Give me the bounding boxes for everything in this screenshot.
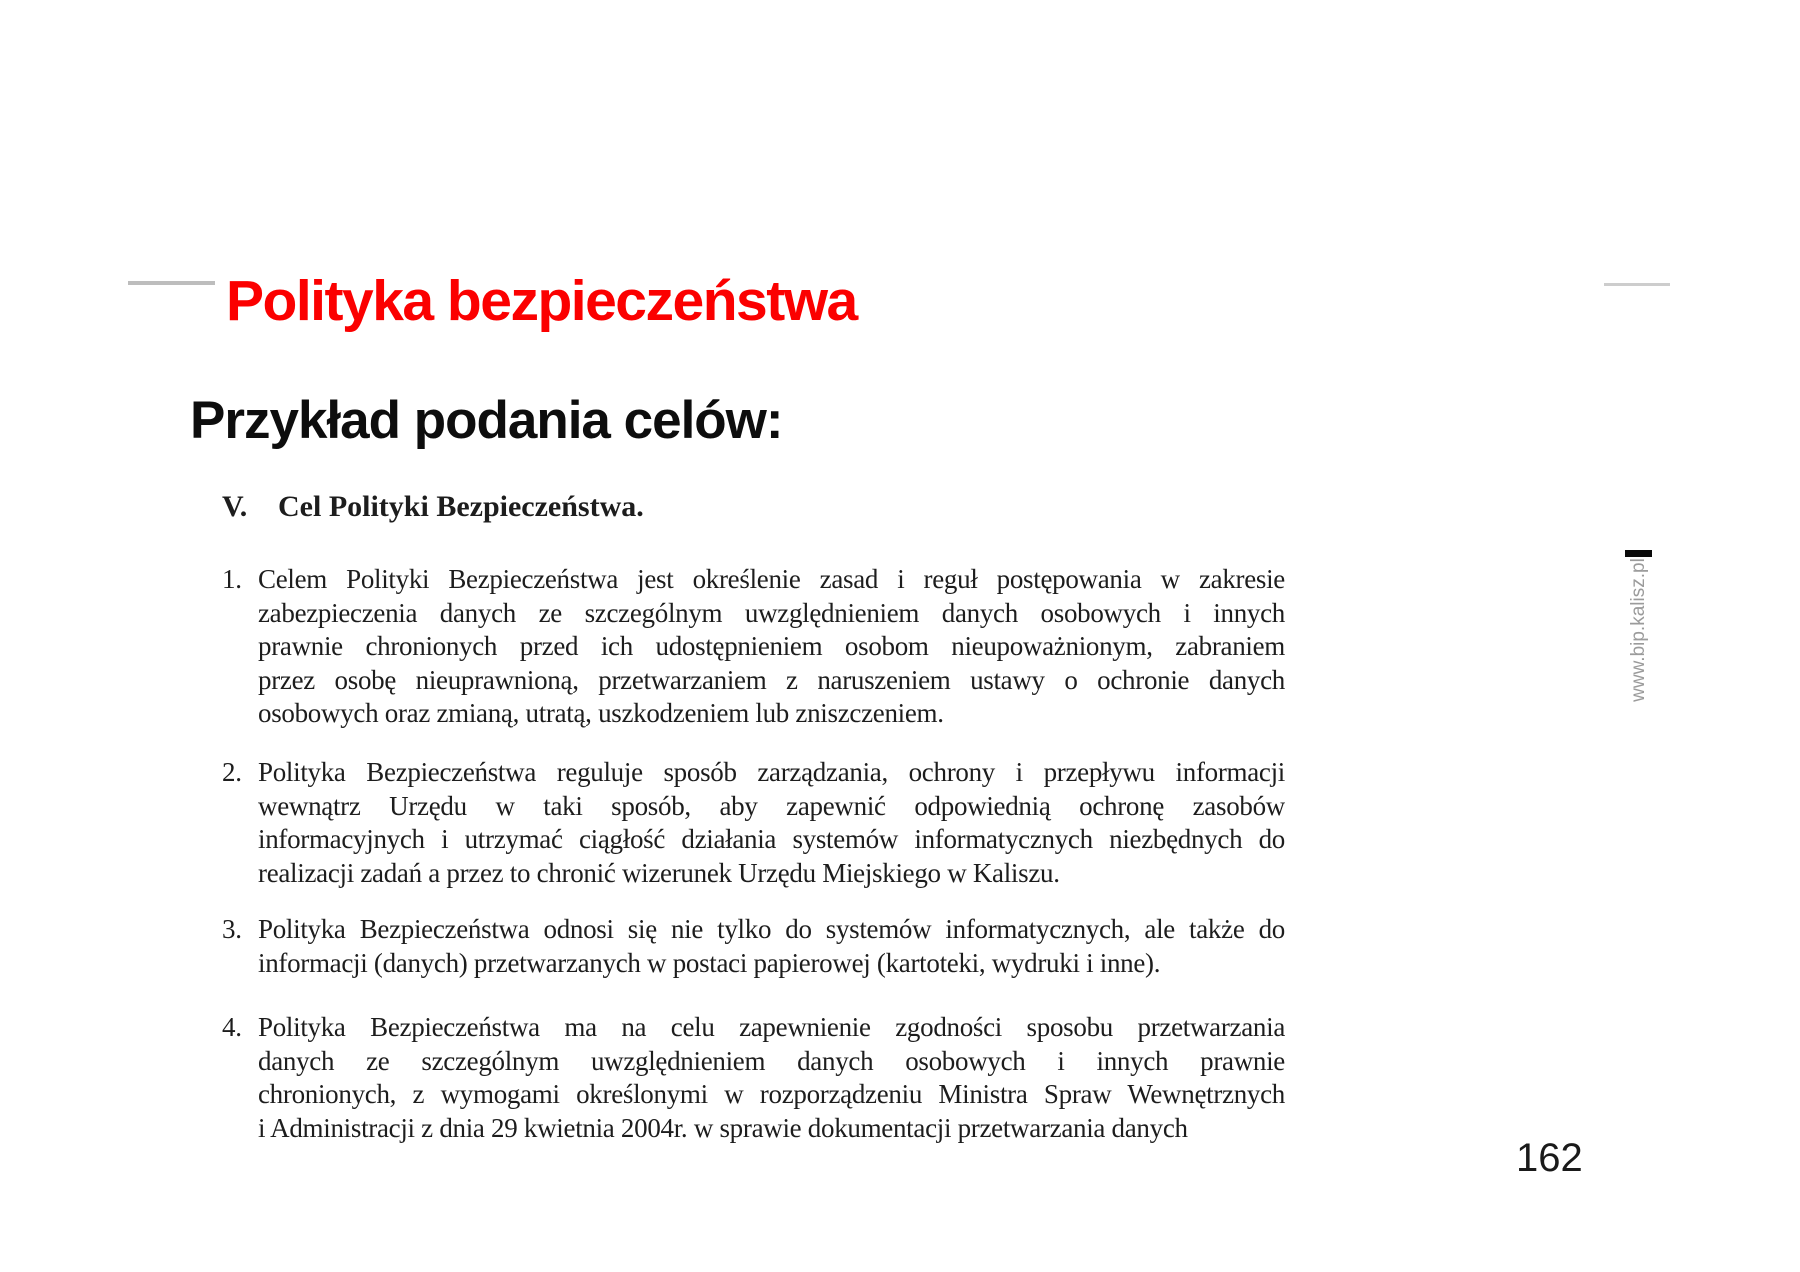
section-title: Cel Polityki Bezpieczeństwa. <box>278 490 644 523</box>
item-text-line: i Administracji z dnia 29 kwietnia 2004r. w sprawie dokumentacji przetwarzania danych <box>258 1112 1188 1143</box>
item-text-line: zabezpieczenia danych ze szczególnym uwzględnieniem danych osobowych i innych <box>258 597 1285 628</box>
item-text-line: Celem Polityki Bezpieczeństwa jest określenie zasad i reguł postępowania w zakresie <box>258 564 1285 594</box>
slide-subtitle: Przykład podania celów: <box>190 391 783 450</box>
item-number: 4. <box>222 1012 242 1042</box>
item-text-line: informacji (danych) przetwarzanych w postaci papierowej (kartoteki, wydruki i inne). <box>258 947 1161 978</box>
page-number: 162 <box>1516 1136 1583 1180</box>
item-text <box>258 913 1285 980</box>
slide-title: Polityka bezpieczeństwa <box>226 269 857 333</box>
watermark-url: www.bip.kalisz.pl <box>1628 558 1649 702</box>
section-numeral: V. <box>222 490 248 523</box>
item-text-line: danych ze szczególnym uwzględnieniem danych osobowych i innych prawnie <box>258 1045 1285 1076</box>
item-number: 1. <box>222 564 242 594</box>
item-text-line: chronionych, z wymogami określonymi w rozporządzeniu Ministra Spraw Wewnętrznych <box>258 1079 1285 1109</box>
item-text-line: Polityka Bezpieczeństwa odnosi się nie tylko do systemów informatycznych, ale także do <box>258 914 1285 944</box>
document-item <box>222 563 1285 731</box>
document-item <box>222 1011 1285 1145</box>
item-text-line: przez osobę nieuprawnioną, przetwarzaniem z naruszeniem ustawy o ochronie danych <box>258 664 1285 695</box>
item-text-line: Polityka Bezpieczeństwa ma na celu zapewnienie zgodności sposobu przetwarzania <box>258 1012 1285 1042</box>
document-item <box>222 756 1285 890</box>
item-text <box>258 756 1285 890</box>
item-number: 2. <box>222 757 242 787</box>
item-text-line: informacyjnych i utrzymać ciągłość działania systemów informatycznych niezbędnych do <box>258 824 1285 854</box>
item-text-line: osobowych oraz zmianą, utratą, uszkodzeniem lub zniszczeniem. <box>258 698 944 728</box>
item-text <box>258 1011 1285 1145</box>
document-item <box>222 913 1285 980</box>
item-text-line: Polityka Bezpieczeństwa reguluje sposób zarządzania, ochrony i przepływu informacji <box>258 757 1285 787</box>
item-number: 3. <box>222 914 242 944</box>
item-text <box>258 563 1285 731</box>
item-text-line: realizacji zadań a przez to chronić wizerunek Urzędu Miejskiego w Kaliszu. <box>258 857 1060 888</box>
item-text-line: prawnie chronionych przed ich udostępnieniem osobom nieupoważnionym, zabraniem <box>258 631 1285 661</box>
item-text-line: wewnątrz Urzędu w taki sposób, aby zapewnić odpowiednią ochronę zasobów <box>258 790 1285 821</box>
document-section-heading <box>222 490 1285 524</box>
